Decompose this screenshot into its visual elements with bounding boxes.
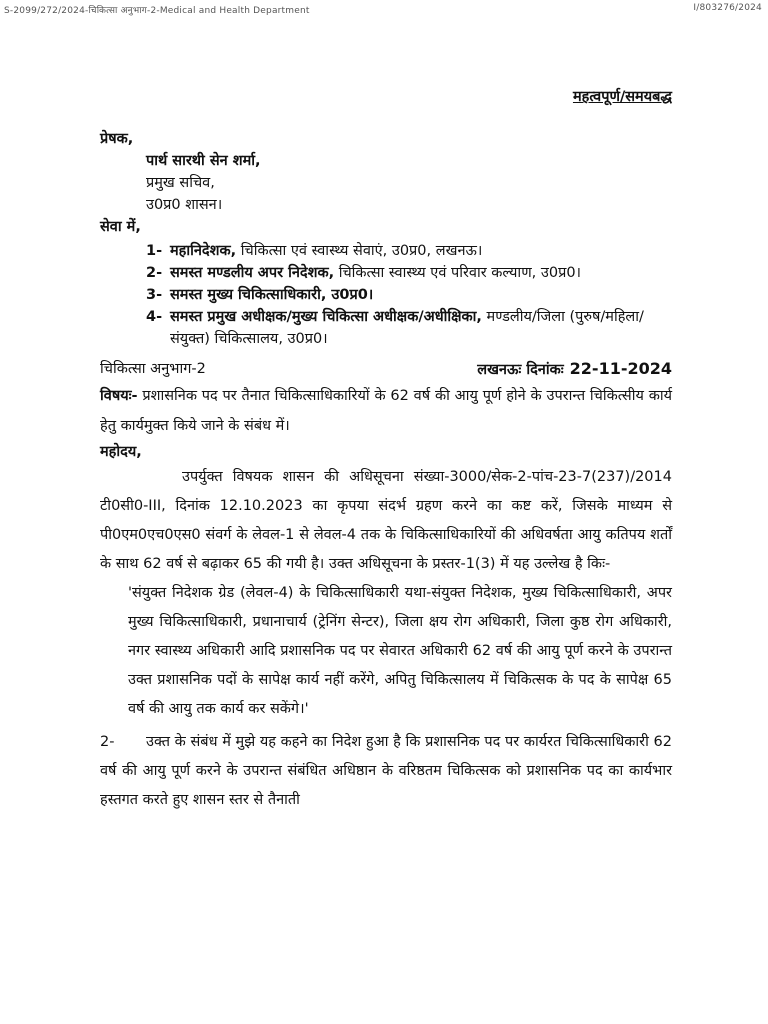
recipient-list xyxy=(100,240,672,350)
list-item: 1- महानिदेशक, चिकित्सा एवं स्वास्थ्य सेवाएं, उ0प्र0, लखनऊ। xyxy=(146,243,483,259)
priority-tag: महत्वपूर्ण/समयबद्ध xyxy=(572,89,672,105)
paragraph-2: 2- उक्त के संबंध में मुझे यह कहने का निदेश हुआ है कि प्रशासनिक पद पर कार्यरत चिकित्साधिकारी 62 वर्ष की आयु पूर्ण करने के उपरान्त संबंधित अधिष्ठान के वरिष्ठतम चिकित्सक को प्रशासनिक पद का कार्यभार हस्तगत करते हुए शासन स्तर से तैनाती xyxy=(100,728,672,815)
recipient-label: सेवा में, xyxy=(100,219,141,235)
quoted-notification: 'संयुक्त निदेशक ग्रेड (लेवल-4) के चिकित्साधिकारी यथा-संयुक्त निदेशक, मुख्य चिकित्साधिकारी, अपर मुख्य चिकित्साधिकारी, प्रधानाचार्य (ट्रेनिंग सेन्टर), जिला क्षय रोग अधिकारी, जिला कुष्ठ रोग अधिकारी, नगर स्वास्थ्य अधिकारी आदि प्रशासनिक पद पर सेवारत अधिकारी 62 वर्ष की आयु पूर्ण करने के उपरान्त उक्त प्रशासनिक पदों के सापेक्ष कार्य नहीं करेंगे, अपितु चिकित्सालय में चिकित्सक के पद के सापेक्ष 65 वर्ष की आयु तक कार्य कर सकेंगे।' xyxy=(128,585,672,717)
file-reference-header: S-2099/272/2024-चिकित्सा अनुभाग-2-Medical and Health Department xyxy=(4,6,310,16)
sender-designation: प्रमुख सचिव, xyxy=(146,175,215,191)
list-item: 3- समस्त मुख्य चिकित्साधिकारी, उ0प्र0। xyxy=(146,287,374,303)
list-item: 4- समस्त प्रमुख अधीक्षक/मुख्य चिकित्सा अधीक्षक/अधीक्षिका, मण्डलीय/जिला (पुरुष/महिला/संयुक्त) चिकित्सालय, उ0प्र0। xyxy=(146,309,644,347)
sender-label: प्रेषक, xyxy=(100,131,134,147)
letter-date: 22-11-2024 xyxy=(569,359,672,378)
subject-line: विषयः- प्रशासनिक पद पर तैनात चिकित्साधिकारियों के 62 वर्ष की आयु पूर्ण होने के उपरान्त चिकित्सीय कार्य हेतु कार्यमुक्त किये जाने के संबंध में। xyxy=(100,388,672,434)
section-name: चिकित्सा अनुभाग-2 xyxy=(100,361,206,377)
paragraph-1: उपर्युक्त विषयक शासन की अधिसूचना संख्या-3000/सेक-2-पांच-23-7(237)/2014 टी0सी0-III, दिनांक 12.10.2023 का कृपया संदर्भ ग्रहण करने का कष्ट करें, जिसके माध्यम से पी0एम0एच0एस0 संवर्ग के लेवल-1 से लेवल-4 तक के चिकित्साधिकारियों की अधिवर्षता आयु कतिपय शर्तों के साथ 62 वर्ष से बढ़ाकर 65 की गयी है। उक्त अधिसूचना के प्रस्तर-1(3) में यह उल्लेख है किः- xyxy=(100,469,672,572)
place-date: लखनऊः दिनांकः 22-11-2024 xyxy=(477,359,672,378)
salutation: महोदय, xyxy=(100,444,142,460)
sender-office: उ0प्र0 शासन। xyxy=(146,197,223,213)
list-item: 2- समस्त मण्डलीय अपर निदेशक, चिकित्सा स्वास्थ्य एवं परिवार कल्याण, उ0प्र0। xyxy=(146,265,582,281)
sender-name: पार्थ सारथी सेन शर्मा, xyxy=(146,153,261,169)
document-id-header: I/803276/2024 xyxy=(693,3,762,13)
letter-body xyxy=(100,86,672,815)
paragraph-number: 2- xyxy=(100,734,115,750)
sender-block xyxy=(100,150,672,216)
section-date-row xyxy=(100,358,672,381)
